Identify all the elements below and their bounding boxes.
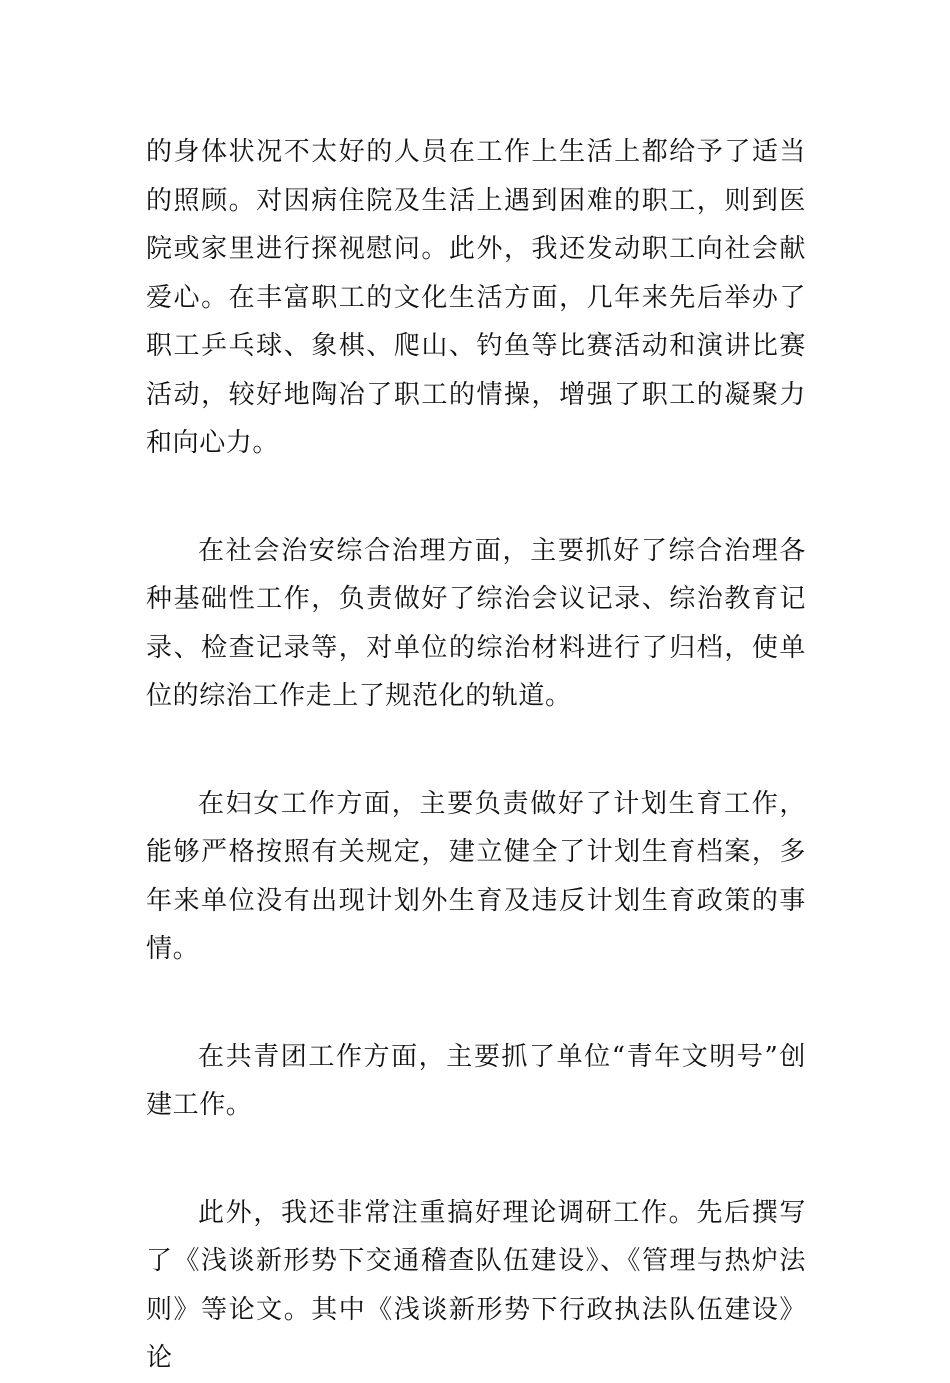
paragraph-women-work: 在妇女工作方面，主要负责做好了计划生育工作，能够严格按照有关规定，建立健全了计划生育档案，多年来单位没有出现计划外生育及违反计划生育政策的事情。 xyxy=(146,788,806,964)
paragraph-youth-league: 在共青团工作方面，主要抓了单位“青年文明号”创建工作。 xyxy=(146,1041,806,1120)
paragraph-public-security: 在社会治安综合治理方面，主要抓好了综合治理各种基础性工作，负责做好了综治会议记录、综治教育记录、检查记录等，对单位的综治材料进行了归档，使单位的综治工作走上了规范化的轨道。 xyxy=(146,535,806,711)
document-body xyxy=(146,128,806,1383)
paragraph-research: 此外，我还非常注重搞好理论调研工作。先后撰写了《浅谈新形势下交通稽查队伍建设》、《管理与热炉法则》等论文。其中《浅谈新形势下行政执法队伍建设》论 xyxy=(146,1197,806,1373)
paragraph-continuation: 的身体状况不太好的人员在工作上生活上都给予了适当的照顾。对因病住院及生活上遇到困难的职工，则到医院或家里进行探视慰问。此外，我还发动职工向社会献爱心。在丰富职工的文化生活方面，几年来先后举办了职工乒乓球、象棋、爬山、钓鱼等比赛活动和演讲比赛活动，较好地陶冶了职工的情操，增强了职工的凝聚力和向心力。 xyxy=(146,137,806,458)
